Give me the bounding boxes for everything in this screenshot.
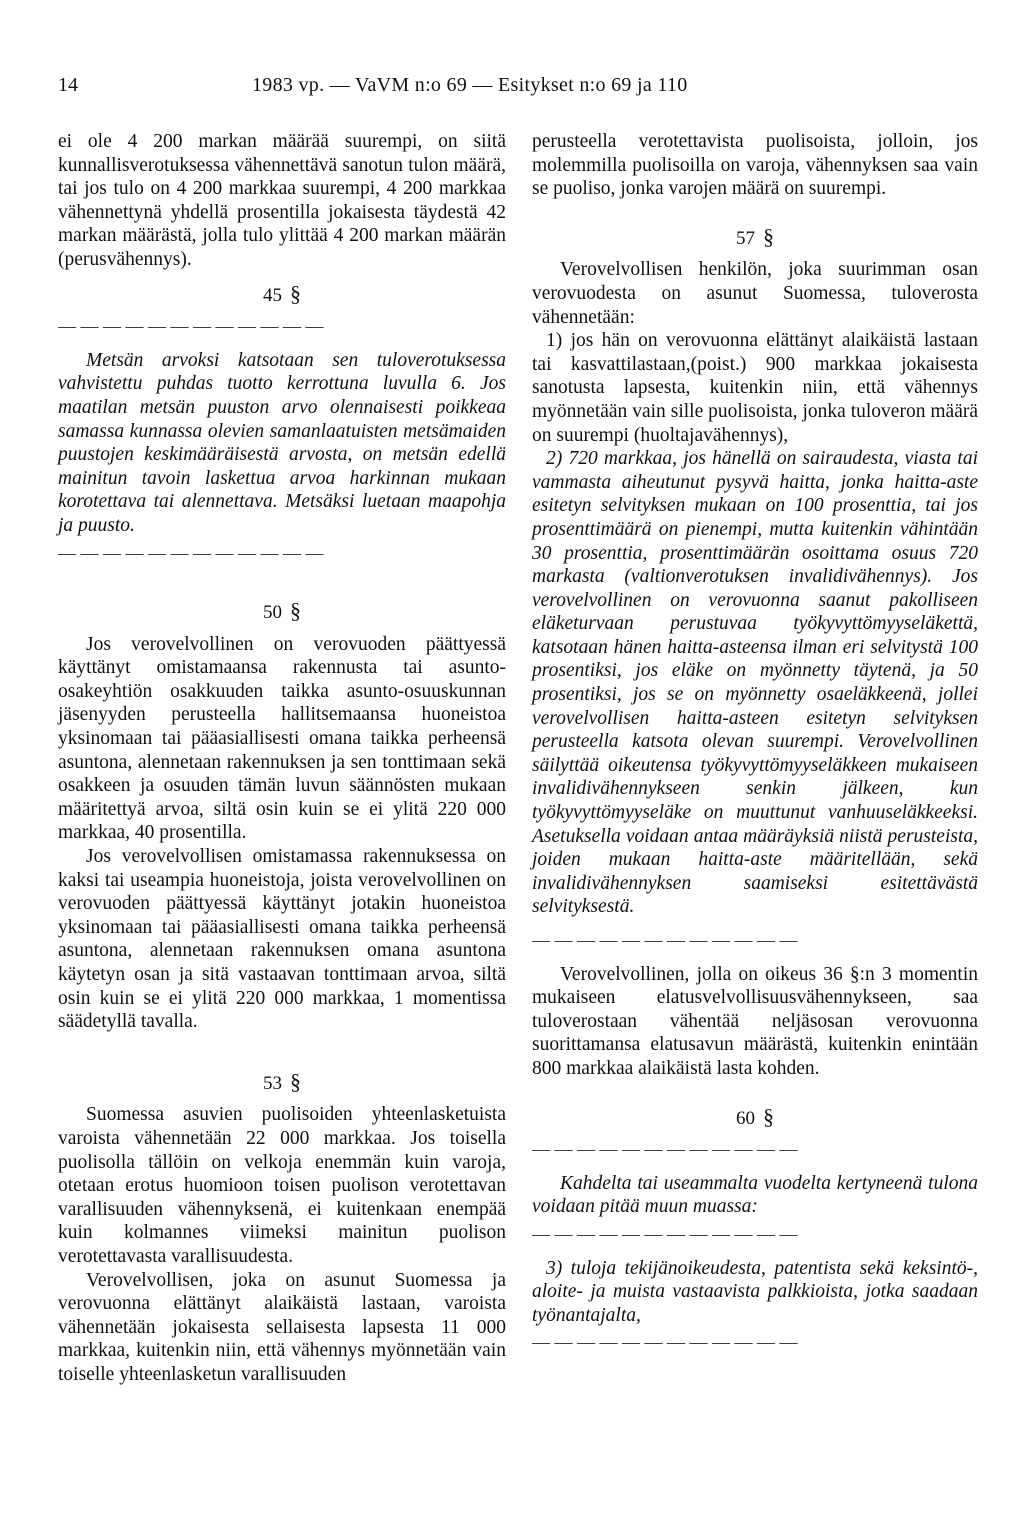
paragraph-53-1: Suomessa asuvien puolisoiden yhteenlasketuista varoista vähennetään 22 000 markkaa. Jos toisella puolisolla tällöin on velkoja enemmän kuin varoja, otetaan erotus huomioon toisen puolison verotettavan varallisuuden vähennyksenä, ei kuitenkaan enempää kuin kolmannes viimeksi mainitun puolison verotettavasta varallisuudesta.	[58, 1104, 506, 1267]
omission-dashes: — — — — — — — — — — — —	[58, 316, 324, 337]
right-column	[532, 130, 978, 1365]
omission-dashes: — — — — — — — — — — — —	[532, 930, 798, 950]
paragraph: ei ole 4 200 markan määrää suurempi, on siitä kunnallisverotuksessa vähennettävä sanotun tulon määrä, tai jos tulo on 4 200 markkaa suurempi, 4 200 markkaa vähennettynä yhdellä prosentilla jokaisesta täydestä 42 markan määrästä, jolla tulo ylittää 4 200 markan määrän (perusvähennys).	[58, 131, 506, 270]
section-symbol: §	[290, 280, 301, 306]
section-heading-45: 45 §	[263, 280, 301, 306]
list-item-2: 2) 720 markkaa, jos hänellä on sairaudesta, viasta tai vammasta aiheutunut pysyvä haitta, jonka haitta-aste esitetyn selvityksen mukaan on 100 prosenttia, tai jos prosenttimäärä on pienempi, mutta kuitenkin vähintään 30 prosenttia, prosenttimäärän osoittama osuus 720 markasta (valtionverotuksen invalidivähennys). Jos verovelvollinen on verovuonna saanut pakolliseen eläketurvaan perustuvaa työkyvyttömyyseläkettä, katsotaan hänen haitta-asteensa ilman eri selvitystä 100 prosentiksi, jos eläke on myönnetty täytenä, ja 50 prosentiksi, jos se on myönnetty osaeläkkeenä, jollei verovelvollisen haitta-asteen esitetyn selvityksen perusteella katsota olevan suurempi. Verovelvollinen säilyttää oikeutensa työkyvyttömyyseläkkeen mukaiseen invalidivähennykseen senkin jälkeen, kun työkyvyttömyyseläke on muuttunut vanhuuseläkkeeksi. Asetuksella voidaan antaa määräyksiä niistä perusteista, joiden mukaan haitta-aste määritellään, sekä invalidivähennyksen saamiseksi esitettävästä selvityksestä.	[532, 448, 978, 918]
section-symbol: §	[290, 598, 301, 624]
paragraph-57: Verovelvollisen henkilön, joka suurimman osan verovuodesta on asunut Suomessa, tuloverosta vähennetään:	[532, 259, 978, 328]
omission-dashes: — — — — — — — — — — — —	[532, 1223, 798, 1244]
running-head: 1983 vp. — VaVM n:o 69 — Esitykset n:o 69 ja 110	[252, 74, 688, 96]
paragraph-50-2: Jos verovelvollisen omistamassa rakennuksessa on kaksi tai useampia huoneistoja, joista verovelvollinen on verovuoden päättyessä käyttänyt jotakin huoneistoa yksinomaan tai pääasiallisesti omana taikka perheensä asuntona, alennetaan rakennuksen omana asuntona käytetyn osan ja sitä vastaavan tonttimaan arvoa, siltä osin kuin se ei ylitä 220 000 markkaa, 1 momentissa säädetyllä tavalla.	[58, 846, 506, 1033]
section-heading-57: 57 §	[736, 223, 774, 249]
paragraph: perusteella verotettavista puolisoista, jolloin, jos molemmilla puolisoilla on varoja, vähennyksen saa vain se puoliso, jonka varojen määrä on suurempi.	[532, 131, 978, 200]
list-item-3: 3) tuloja tekijänoikeudesta, patentista sekä keksintö-, aloite- ja muista vastaavista palkkioista, jotka saadaan työnantajalta,	[532, 1257, 978, 1326]
section-heading-53: 53 §	[263, 1068, 301, 1094]
list-item-1: 1) jos hän on verovuonna elättänyt alaikäistä lastaan tai kasvattilastaan,(poist.) 900 markkaa jokaisesta sanotusta lapsesta, kuitenkin niin, että vähennys myönnetään vain sille puolisoista, jonka tuloveron määrä on suurempi (huoltajavähennys),	[532, 330, 978, 446]
omission-dashes: — — — — — — — — — — — —	[532, 1332, 798, 1353]
omission-dashes: — — — — — — — — — — — —	[532, 1139, 798, 1160]
section-symbol: §	[763, 223, 774, 249]
paragraph-53-2: Verovelvollisen, joka on asunut Suomessa ja verovuonna elättänyt alaikäistä lastaan, varoista vähennetään jokaisesta sellaisesta lapsesta 11 000 markkaa, kuitenkin niin, että vähennys myönnetään vain toiselle yhteenlasketun varallisuuden	[58, 1269, 506, 1385]
section-symbol: §	[763, 1103, 774, 1129]
paragraph-50-1: Jos verovelvollinen on verovuoden päättyessä käyttänyt omistamaansa rakennusta tai asunto-osakeyhtiön osakkuuden taikka asunto-osuuskunnan jäsenyyden perusteella hallitsemaansa huoneistoa yksinomaan tai pääasiallisesti omana taikka perheensä asuntona, alennetaan rakennuksen ja sen tonttimaan sekä osakkeen ja osuuden tämän luvun säännösten mukaan määritettyä arvoa, siltä osin kuin se ei ylitä 220 000 markkaa, 40 prosentilla.	[58, 633, 506, 844]
paragraph-45: Metsän arvoksi katsotaan sen tuloverotuksessa vahvistettu puhdas tuotto kerrottuna luvulla 6. Jos maatilan metsän puuston arvo olennaisesti poikkeaa samassa kunnassa olevien samanlaatuisten metsämaiden puustojen keskimääräisestä arvosta, on metsän edellä mainitun tavoin laskettua arvoa harkinnan mukaan korotettava tai alennettava. Metsäksi luetaan maapohja ja puusto.	[58, 349, 506, 536]
page-header	[58, 74, 978, 102]
left-column	[58, 130, 506, 1387]
section-symbol: §	[290, 1068, 301, 1094]
section-heading-50: 50 §	[263, 598, 301, 624]
paragraph-57-moment: Verovelvollinen, jolla on oikeus 36 §:n 3 momentin mukaiseen elatusvelvollisuusvähennykseen, saa tuloverostaan vähentää neljäsosan verovuonna suorittamansa elatusavun määrästä, kuitenkin enintään 800 markkaa alaikäistä lasta kohden.	[532, 963, 978, 1079]
omission-dashes: — — — — — — — — — — — —	[58, 542, 324, 563]
paragraph-60: Kahdelta tai useammalta vuodelta kertyneenä tulona voidaan pitää muun muassa:	[532, 1172, 978, 1218]
section-heading-60: 60 §	[736, 1103, 774, 1129]
page-number: 14	[58, 74, 78, 96]
